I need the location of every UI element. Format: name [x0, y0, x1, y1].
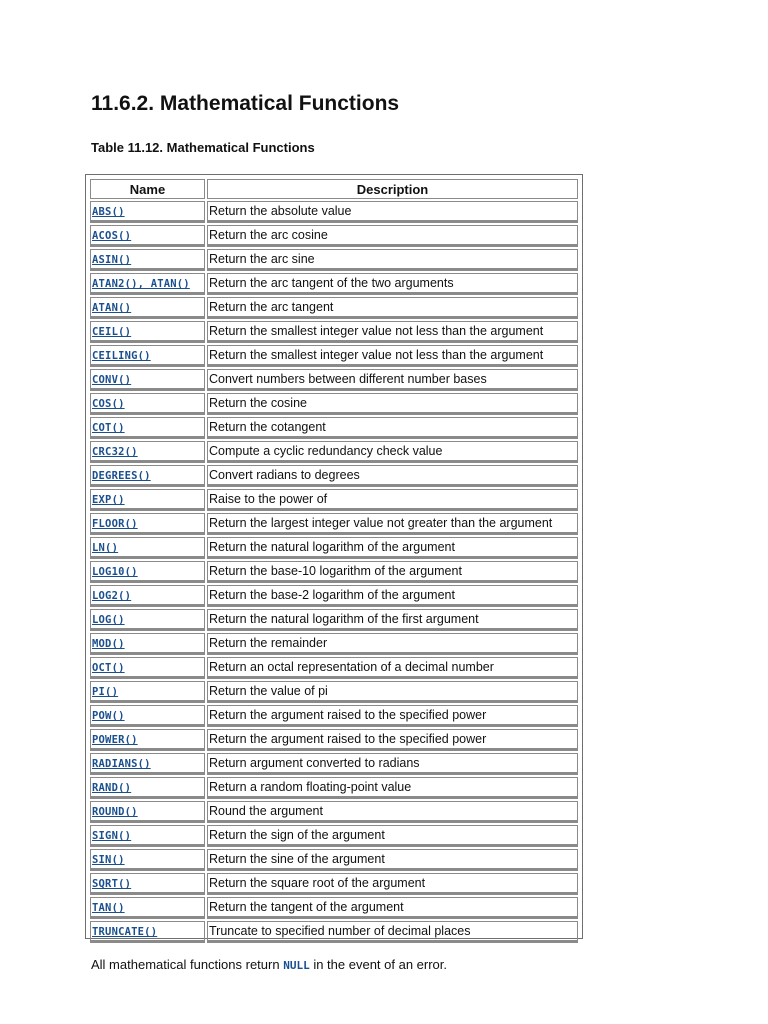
- function-link[interactable]: ASIN(): [92, 254, 132, 266]
- function-name-cell: [90, 417, 205, 439]
- table-row: [90, 225, 578, 247]
- function-name-cell: [90, 321, 205, 343]
- function-link[interactable]: POWER(): [92, 734, 138, 746]
- function-name-cell: [90, 201, 205, 223]
- function-description-cell: Round the argument: [207, 801, 578, 823]
- function-description-cell: Return the argument raised to the specified power: [207, 729, 578, 751]
- function-name-cell: [90, 633, 205, 655]
- function-link[interactable]: EXP(): [92, 494, 125, 506]
- function-description-cell: Return the base-10 logarithm of the argument: [207, 561, 578, 583]
- table-caption: Table 11.12. Mathematical Functions: [91, 140, 315, 155]
- function-name-cell: [90, 369, 205, 391]
- function-link[interactable]: OCT(): [92, 662, 125, 674]
- function-description-cell: Return the arc tangent of the two arguments: [207, 273, 578, 295]
- function-link[interactable]: ACOS(): [92, 230, 132, 242]
- footer-note: [91, 957, 447, 972]
- function-description-cell: Return the value of pi: [207, 681, 578, 703]
- function-link[interactable]: LOG(): [92, 614, 125, 626]
- function-description-cell: Return the square root of the argument: [207, 873, 578, 895]
- function-name-cell: [90, 729, 205, 751]
- function-link[interactable]: ABS(): [92, 206, 125, 218]
- function-name-cell: [90, 273, 205, 295]
- table-row: [90, 441, 578, 463]
- function-description-cell: Return the natural logarithm of the argument: [207, 537, 578, 559]
- function-description-cell: Return argument converted to radians: [207, 753, 578, 775]
- function-link[interactable]: SQRT(): [92, 878, 132, 890]
- page-title: 11.6.2. Mathematical Functions: [91, 92, 400, 115]
- function-name-cell: [90, 801, 205, 823]
- function-link[interactable]: LOG2(): [92, 590, 132, 602]
- function-description-cell: Return the sine of the argument: [207, 849, 578, 871]
- function-description-cell: Return the arc cosine: [207, 225, 578, 247]
- table-row: [90, 729, 578, 751]
- function-name-cell: [90, 513, 205, 535]
- table-row: [90, 417, 578, 439]
- table-row: [90, 465, 578, 487]
- function-name-cell: [90, 921, 205, 943]
- function-link[interactable]: DEGREES(): [92, 470, 151, 482]
- table-row: [90, 753, 578, 775]
- table-row: [90, 321, 578, 343]
- function-description-cell: Return the argument raised to the specified power: [207, 705, 578, 727]
- function-description-cell: Return the tangent of the argument: [207, 897, 578, 919]
- functions-table: [88, 177, 580, 945]
- function-description-cell: Return the cotangent: [207, 417, 578, 439]
- function-link[interactable]: COT(): [92, 422, 125, 434]
- table-row: [90, 609, 578, 631]
- function-name-cell: [90, 561, 205, 583]
- table-row: [90, 585, 578, 607]
- table-row: [90, 513, 578, 535]
- table-row: [90, 201, 578, 223]
- function-description-cell: Return the arc sine: [207, 249, 578, 271]
- footer-text-before: All mathematical functions return: [91, 957, 284, 972]
- table-row: [90, 849, 578, 871]
- function-link[interactable]: PI(): [92, 686, 119, 698]
- table-body: [90, 201, 578, 943]
- function-name-cell: [90, 489, 205, 511]
- table-row: [90, 705, 578, 727]
- function-link[interactable]: CEILING(): [92, 350, 151, 362]
- function-link[interactable]: SIN(): [92, 854, 125, 866]
- function-description-cell: Return the absolute value: [207, 201, 578, 223]
- function-name-cell: [90, 465, 205, 487]
- function-link[interactable]: POW(): [92, 710, 125, 722]
- function-link[interactable]: MOD(): [92, 638, 125, 650]
- table-row: [90, 897, 578, 919]
- function-link[interactable]: TAN(): [92, 902, 125, 914]
- function-name-cell: [90, 705, 205, 727]
- function-name-cell: [90, 777, 205, 799]
- table-row: [90, 825, 578, 847]
- function-name-cell: [90, 657, 205, 679]
- function-description-cell: Return the base-2 logarithm of the argument: [207, 585, 578, 607]
- function-name-cell: [90, 585, 205, 607]
- function-description-cell: Return the largest integer value not greater than the argument: [207, 513, 578, 535]
- footer-text-after: in the event of an error.: [309, 957, 448, 972]
- table-row: [90, 489, 578, 511]
- table-row: [90, 369, 578, 391]
- table-row: [90, 681, 578, 703]
- function-description-cell: Return the arc tangent: [207, 297, 578, 319]
- table-row: [90, 249, 578, 271]
- function-name-cell: [90, 537, 205, 559]
- table-row: [90, 393, 578, 415]
- function-link[interactable]: RAND(): [92, 782, 132, 794]
- function-link[interactable]: FLOOR(): [92, 518, 138, 530]
- function-description-cell: Convert radians to degrees: [207, 465, 578, 487]
- function-name-cell: [90, 897, 205, 919]
- function-description-cell: Return the natural logarithm of the first argument: [207, 609, 578, 631]
- table-row: [90, 273, 578, 295]
- function-link[interactable]: ATAN(): [92, 302, 132, 314]
- function-name-cell: [90, 753, 205, 775]
- function-description-cell: Compute a cyclic redundancy check value: [207, 441, 578, 463]
- table-row: [90, 801, 578, 823]
- function-description-cell: Return an octal representation of a decimal number: [207, 657, 578, 679]
- function-name-cell: [90, 225, 205, 247]
- function-description-cell: Return a random floating-point value: [207, 777, 578, 799]
- functions-table-container: [85, 174, 583, 939]
- function-description-cell: Raise to the power of: [207, 489, 578, 511]
- column-header-description: Description: [207, 179, 578, 199]
- function-name-cell: [90, 681, 205, 703]
- function-name-cell: [90, 849, 205, 871]
- table-row: [90, 537, 578, 559]
- function-link[interactable]: ATAN2(), ATAN(): [92, 278, 190, 290]
- function-link[interactable]: SIGN(): [92, 830, 132, 842]
- function-name-cell: [90, 609, 205, 631]
- function-link[interactable]: LOG10(): [92, 566, 138, 578]
- function-name-cell: [90, 249, 205, 271]
- function-link[interactable]: RADIANS(): [92, 758, 151, 770]
- column-header-name: Name: [90, 179, 205, 199]
- function-link[interactable]: COS(): [92, 398, 125, 410]
- table-row: [90, 345, 578, 367]
- function-description-cell: Return the smallest integer value not less than the argument: [207, 345, 578, 367]
- function-name-cell: [90, 873, 205, 895]
- function-name-cell: [90, 297, 205, 319]
- function-name-cell: [90, 825, 205, 847]
- table-row: [90, 921, 578, 943]
- null-keyword: NULL: [283, 959, 310, 972]
- table-row: [90, 633, 578, 655]
- table-header-row: [90, 179, 578, 199]
- function-link[interactable]: CRC32(): [92, 446, 138, 458]
- function-link[interactable]: TRUNCATE(): [92, 926, 158, 938]
- function-name-cell: [90, 393, 205, 415]
- table-row: [90, 657, 578, 679]
- function-description-cell: Convert numbers between different number bases: [207, 369, 578, 391]
- function-description-cell: Return the remainder: [207, 633, 578, 655]
- function-link[interactable]: CEIL(): [92, 326, 132, 338]
- function-link[interactable]: ROUND(): [92, 806, 138, 818]
- function-link[interactable]: LN(): [92, 542, 119, 554]
- table-row: [90, 873, 578, 895]
- function-link[interactable]: CONV(): [92, 374, 132, 386]
- function-description-cell: Return the sign of the argument: [207, 825, 578, 847]
- function-name-cell: [90, 345, 205, 367]
- table-row: [90, 561, 578, 583]
- table-row: [90, 777, 578, 799]
- function-description-cell: Return the cosine: [207, 393, 578, 415]
- function-description-cell: Return the smallest integer value not less than the argument: [207, 321, 578, 343]
- function-description-cell: Truncate to specified number of decimal places: [207, 921, 578, 943]
- table-row: [90, 297, 578, 319]
- function-name-cell: [90, 441, 205, 463]
